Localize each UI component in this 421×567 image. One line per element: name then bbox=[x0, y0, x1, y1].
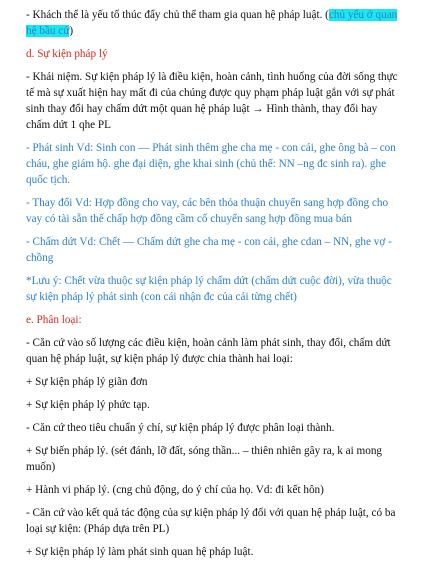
document-page bbox=[26, 0, 398, 567]
paragraph-khach-the-text: - Khách thể là yếu tố thúc đẩy chủ thể tham gia quan hệ pháp luật. ( bbox=[26, 9, 329, 21]
paragraph-luu-y: *Lưu ý: Chết vừa thuộc sự kiện pháp lý chấm dứt (chấm dứt cuộc đời), vừa thuộc sự kiện pháp lý phát sinh (con cái nhận đc của cải từng chết) bbox=[26, 275, 392, 303]
paragraph-can-cu-so-luong: - Căn cứ vào số lượng các điều kiện, hoàn cảnh làm phát sinh, thay đổi, chấm dứt quan hệ pháp luật, sự kiện pháp lý được chia thành hai loại: bbox=[26, 337, 391, 365]
paragraph-khai-niem: - Khái niệm. Sự kiện pháp lý là điều kiện, hoàn cảnh, tình huống của đời sống thực tế mà sự xuất hiện hay mất đi của chúng được quy phạm pháp luật gắn với sự phát sinh thay đổi hay chấm dứt một quan hệ pháp luật → Hình thành, thay đổi hay chấm dứt 1 qhe PL bbox=[26, 71, 398, 131]
paragraph-su-bien: + Sự biến pháp lý. (sét đánh, lỡ đất, sóng thần... – thiên nhiên gây ra, k ai mong muốn) bbox=[26, 445, 383, 473]
paragraph-hanh-vi: + Hành vi pháp lý. (cng chủ động, do ý chí của họ. Vd: đi kết hôn) bbox=[26, 484, 324, 496]
paragraph-ket-qua-tac-dong: - Căn cứ vào kết quả tác động của sự kiện pháp lý đối với quan hệ pháp luật, có ba loại sự kiện: (Pháp dựa trên PL) bbox=[26, 507, 396, 535]
heading-su-kien-phap-ly: d. Sự kiện pháp lý bbox=[26, 48, 108, 60]
paragraph-gian-don: + Sự kiện pháp lý giãn đơn bbox=[26, 376, 148, 388]
paragraph-thay-doi: - Thay đổi Vd: Hợp đồng cho vay, các bên thỏa thuận chuyển sang hợp đồng cho vay có tài sẵn thế chấp hợp đồng cầm cố chuyển sang hợp đồng mua bán bbox=[26, 197, 389, 225]
paragraph-khach-the-close: ) bbox=[69, 25, 74, 37]
paragraph-lam-phat-sinh: + Sự kiện pháp lý làm phát sinh quan hệ pháp luật. bbox=[26, 546, 254, 558]
paragraph-phat-sinh: - Phát sinh Vd: Sinh con — Phát sinh thêm ghe cha mẹ - con cái, ghe ông bà – con cháu, ghe giám hộ. ghe đại diện, ghe khai sinh (chủ thể: NN –ng đc sinh ra). ghe quốc tịch. bbox=[26, 142, 396, 186]
paragraph-khach-the bbox=[26, 7, 398, 39]
heading-phan-loai: e. Phân loại: bbox=[26, 314, 82, 326]
highlighted-note: chủ yếu ở quan hệ bầu cử bbox=[26, 9, 398, 37]
paragraph-tieu-chuan-y-chi: - Căn cứ theo tiêu chuẩn ý chí, sự kiện pháp lý được phân loại thành. bbox=[26, 422, 335, 434]
paragraph-cham-dut: - Chấm dứt Vd: Chết — Chấm dứt ghe cha mẹ - con cái, ghe cdan – NN, ghe vợ - chồng bbox=[26, 236, 392, 264]
paragraph-phuc-tap: + Sự kiện pháp lý phức tạp. bbox=[26, 399, 150, 411]
